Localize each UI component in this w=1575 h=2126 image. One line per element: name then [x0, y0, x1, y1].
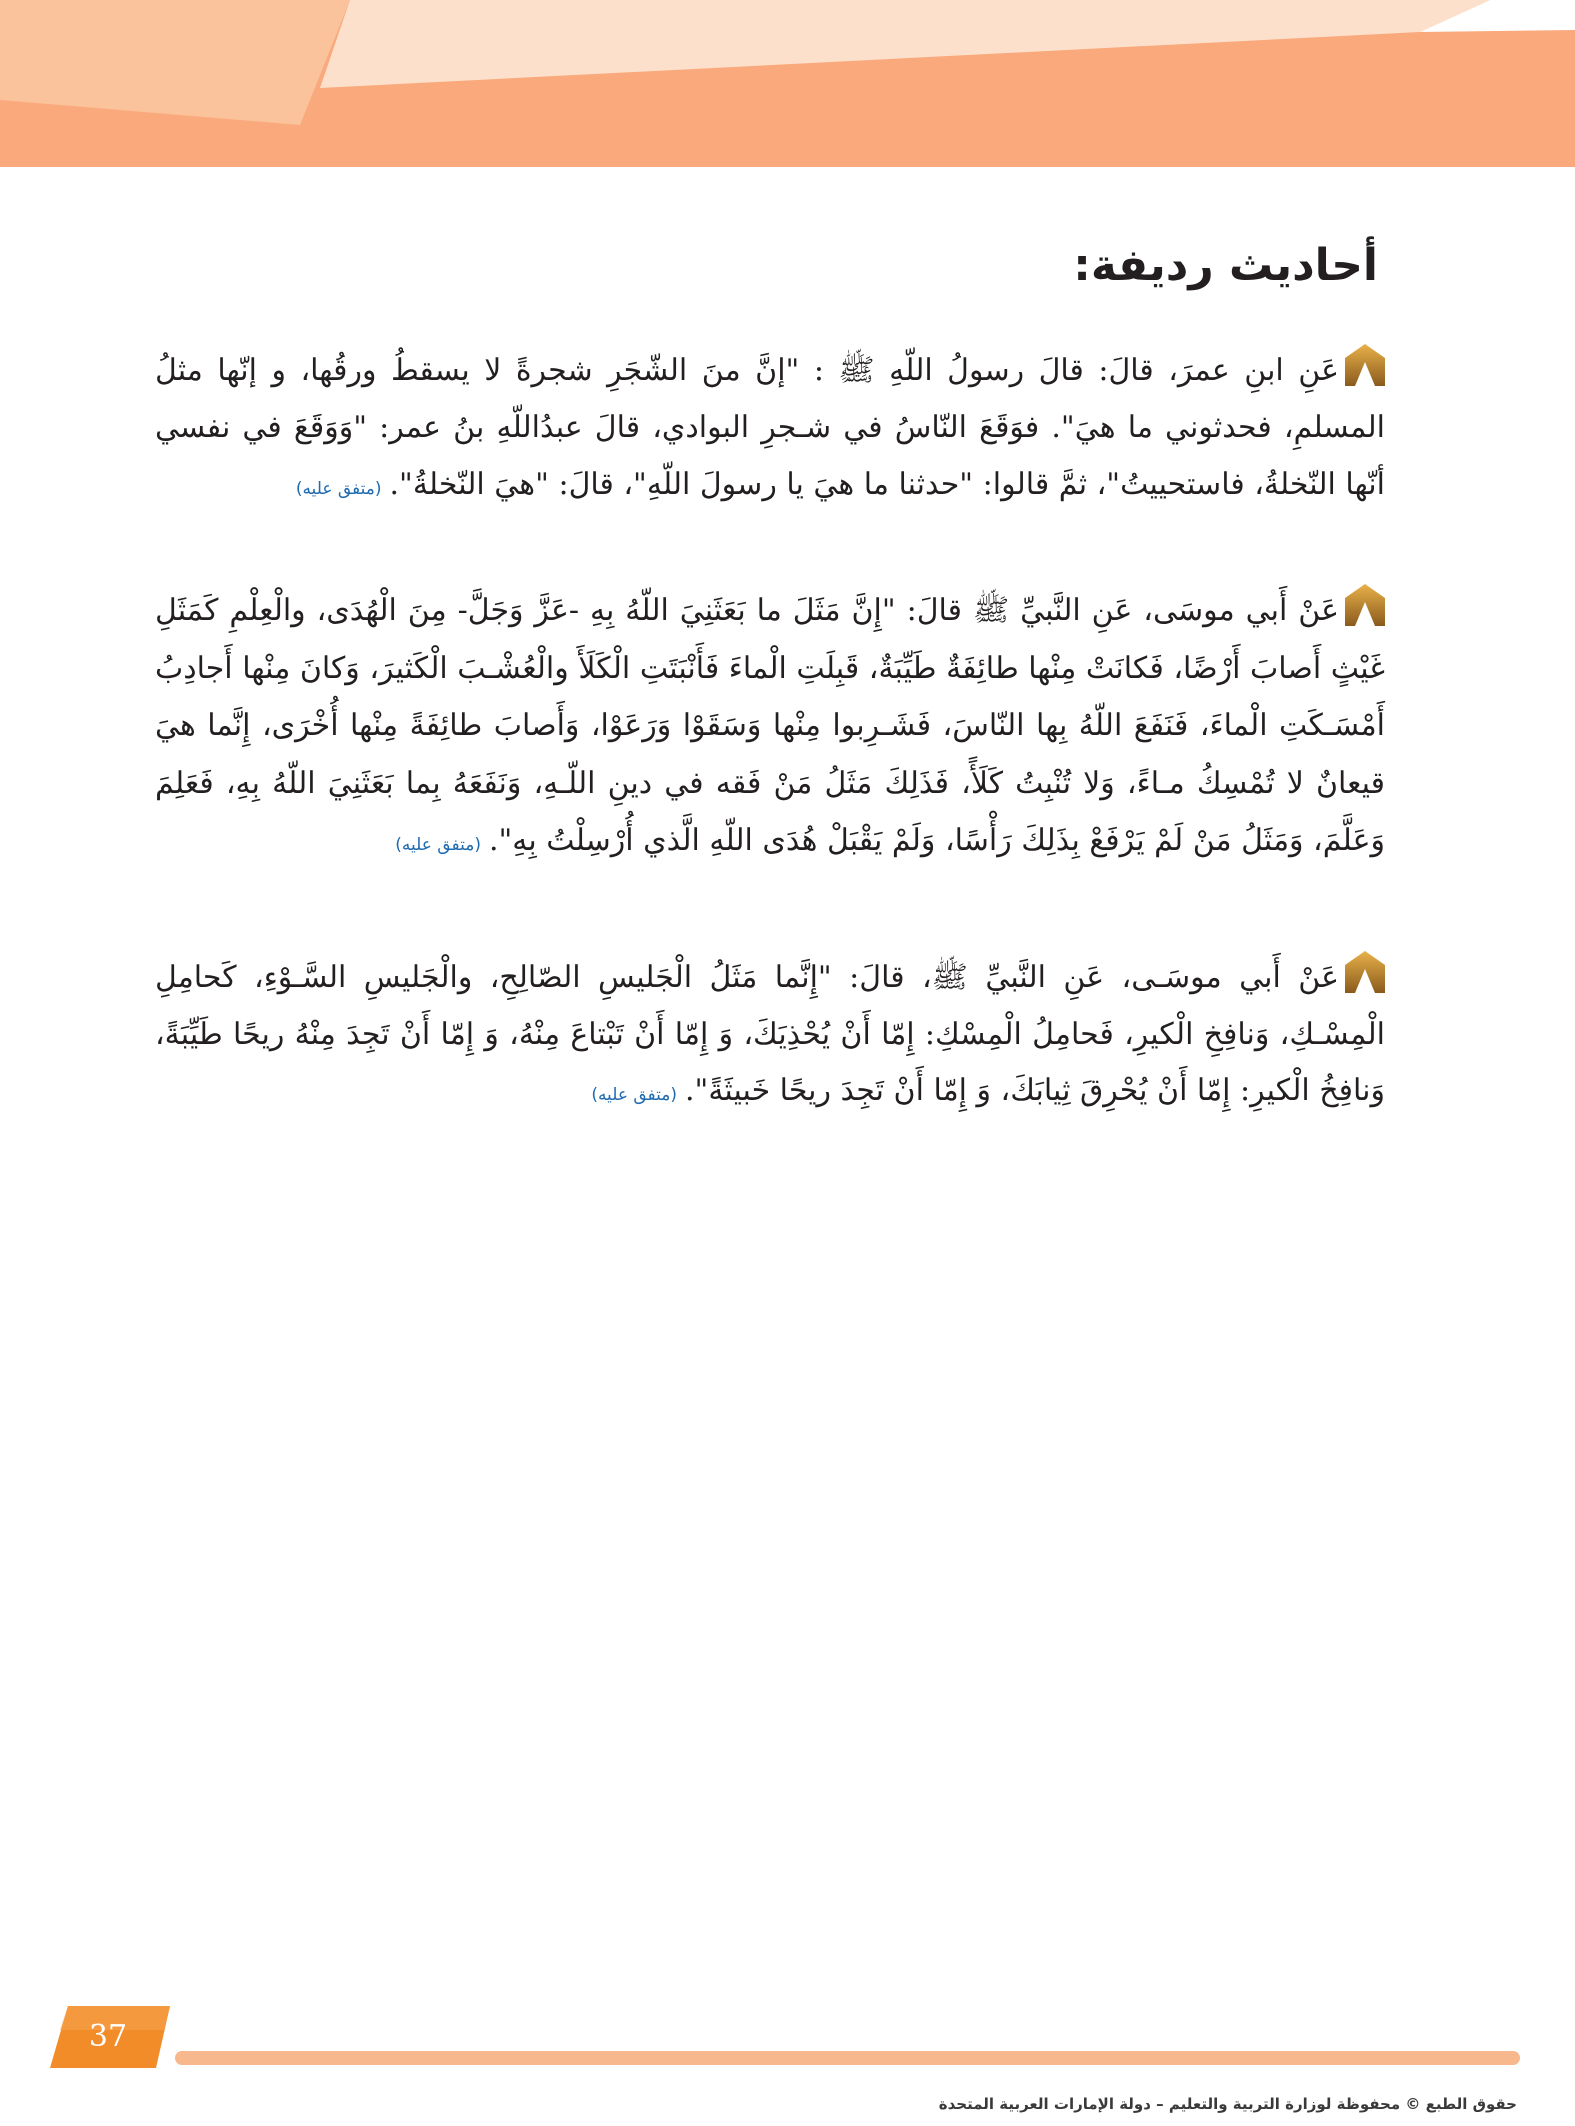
copyright-notice: حقوق الطبع © محفوظة لوزارة التربية والتعليم – دولة الإمارات العربية المتحدة — [938, 2095, 1517, 2113]
hadith-text: عَنْ أَبي موسَى، عَنِ النَّبيِّ ﷺ قالَ: "إِنَّ مَثَلَ ما بَعَثَنِيَ اللّهُ بِهِ -عَزَّ وَجَلَّ- مِنَ الْهُدَى، والْعِلْمِ كَمَثَلِ غَيْثٍ أَصابَ أَرْضًا، فَكانَتْ مِنْها طائِفَةٌ طَيِّبَةٌ، قَبِلَتِ الْماءَ فَأَنْبَتَتِ الْكَلَأَ والْعُشْـبَ الْكَثيرَ، وَكانَ مِنْها أَجادِبُ أَمْسَـكَتِ الْماءَ، فَنَفَعَ اللّهُ بِها النّاسَ، فَشَـرِبوا مِنْها وَسَقَوْا وَرَعَوْا، وَأَصابَ طائِفَةً مِنْها أُخْرَى، إِنَّما هيَ قيعانٌ لا تُمْسِكُ مـاءً، وَلا تُنْبِتُ كَلَأً، فَذَلِكَ مَثَلُ مَنْ فَقه في دينِ اللّـهِ، وَنَفَعَهُ بِما بَعَثَنِيَ اللّهُ بِهِ، فَعَلِمَ وَعَلَّمَ، وَمَثَلُ مَنْ لَمْ يَرْفَعْ بِذَلِكَ رَأْسًا، وَلَمْ يَقْبَلْ هُدَى اللّهِ الَّذي أُرْسِلْتُ بِهِ". — [155, 593, 1385, 858]
gold-arch-marker-icon — [1345, 344, 1385, 386]
hadith-source: (متفق عليه) — [295, 479, 382, 499]
hadith-text: عَنِ ابنِ عمرَ، قالَ: قالَ رسولُ اللّهِ ﷺ : "إنَّ منَ الشّجَرِ شجرةً لا يسقطُ ورقُها، و إنّها مثلُ المسلمِ، فحدثوني ما هيَ". فوَقَعَ النّاسُ في شـجرِ البوادي، قالَ عبدُاللّهِ بنُ عمر: "وَوَقَعَ في نفسي أنّها النّخلةُ، فاستحييتُ"، ثمَّ قالوا: "حدثنا ما هيَ يا رسولَ اللّهِ"، قالَ: "هيَ النّخلةُ". — [155, 353, 1385, 502]
page-number: 37 — [88, 2019, 128, 2054]
hadith-text: عَنْ أَبي موسَـى، عَنِ النَّبيِّ ﷺ، قالَ: "إِنَّما مَثَلُ الْجَليسِ الصّالِحِ، والْجَليسِ السَّـوْءِ، كَحامِلِ الْمِسْـكِ، وَنافِخِ الْكيرِ، فَحامِلُ الْمِسْكِ: إِمّا أَنْ يُحْذِيَكَ، وَ إِمّا أَنْ تَبْتاعَ مِنْهُ، وَ إِمّا أَنْ تَجِدَ مِنْهُ ريحًا طَيِّبَةً، وَنافِخُ الْكيرِ: إِمّا أَنْ يُحْرِقَ ثِيابَكَ، وَ إِمّا أَنْ تَجِدَ ريحًا خَبيثَةً". — [155, 960, 1385, 1108]
gold-arch-marker-icon — [1345, 584, 1385, 626]
gold-arch-marker-icon — [1345, 951, 1385, 993]
hadith-paragraph — [155, 342, 1385, 518]
hadith-source: (متفق عليه) — [591, 1085, 678, 1105]
header-decoration — [0, 0, 1575, 167]
footer-bar — [175, 2051, 1520, 2065]
hadith-paragraph — [155, 582, 1385, 875]
hadith-paragraph — [155, 950, 1385, 1124]
hadith-source: (متفق عليه) — [395, 835, 481, 855]
page-title: أحاديث رديفة: — [1073, 240, 1378, 291]
